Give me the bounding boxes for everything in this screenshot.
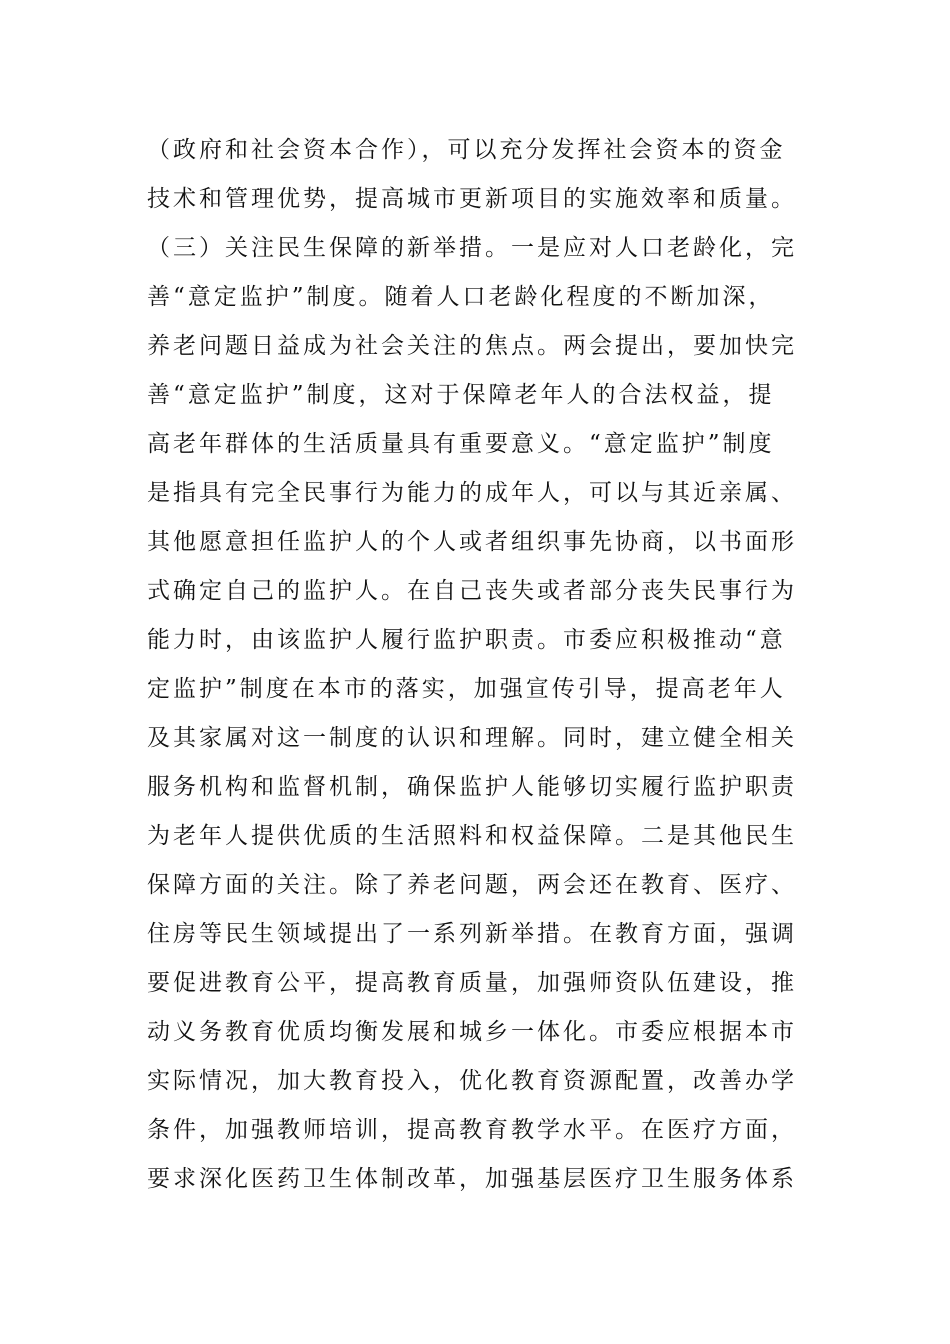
text-line: 式确定自己的监护人。在自己丧失或者部分丧失民事行为 <box>147 578 797 604</box>
text-line: 住房等民生领域提出了一系列新举措。在教育方面，强调 <box>147 921 797 947</box>
text-line: 定监护”制度在本市的落实，加强宣传引导，提高老年人 <box>147 676 786 702</box>
text-line: 实际情况，加大教育投入，优化教育资源配置，改善办学 <box>147 1068 797 1094</box>
text-line: 条件，加强教师培训，提高教育教学水平。在医疗方面， <box>147 1117 797 1143</box>
text-line: 善“意定监护”制度。随着人口老龄化程度的不断加深， <box>147 284 775 310</box>
text-line: 动义务教育优质均衡发展和城乡一体化。市委应根据本市 <box>147 1019 797 1045</box>
text-line: 要求深化医药卫生体制改革，加强基层医疗卫生服务体系 <box>147 1166 797 1192</box>
text-line: 高老年群体的生活质量具有重要意义。“意定监护”制度 <box>147 431 775 457</box>
text-line: 能力时，由该监护人履行监护职责。市委应积极推动“意 <box>147 627 786 653</box>
text-line: 养老问题日益成为社会关注的焦点。两会提出，要加快完 <box>147 333 797 359</box>
text-line: 为老年人提供优质的生活照料和权益保障。二是其他民生 <box>147 823 797 849</box>
text-line: 其他愿意担任监护人的个人或者组织事先协商，以书面形 <box>147 529 797 555</box>
text-line: 及其家属对这一制度的认识和理解。同时，建立健全相关 <box>147 725 797 751</box>
text-line: 是指具有完全民事行为能力的成年人，可以与其近亲属、 <box>147 480 797 506</box>
text-line: （政府和社会资本合作），可以充分发挥社会资本的资金 <box>147 137 786 163</box>
text-line: （三）关注民生保障的新举措。一是应对人口老龄化，完 <box>147 235 797 261</box>
text-line: 要促进教育公平，提高教育质量，加强师资队伍建设，推 <box>147 970 797 996</box>
text-line: 保障方面的关注。除了养老问题，两会还在教育、医疗、 <box>147 872 797 898</box>
text-line: 善“意定监护”制度，这对于保障老年人的合法权益，提 <box>147 382 775 408</box>
text-line: 技术和管理优势，提高城市更新项目的实施效率和质量。 <box>147 186 797 212</box>
text-line: 服务机构和监督机制，确保监护人能够切实履行监护职责 <box>147 774 797 800</box>
